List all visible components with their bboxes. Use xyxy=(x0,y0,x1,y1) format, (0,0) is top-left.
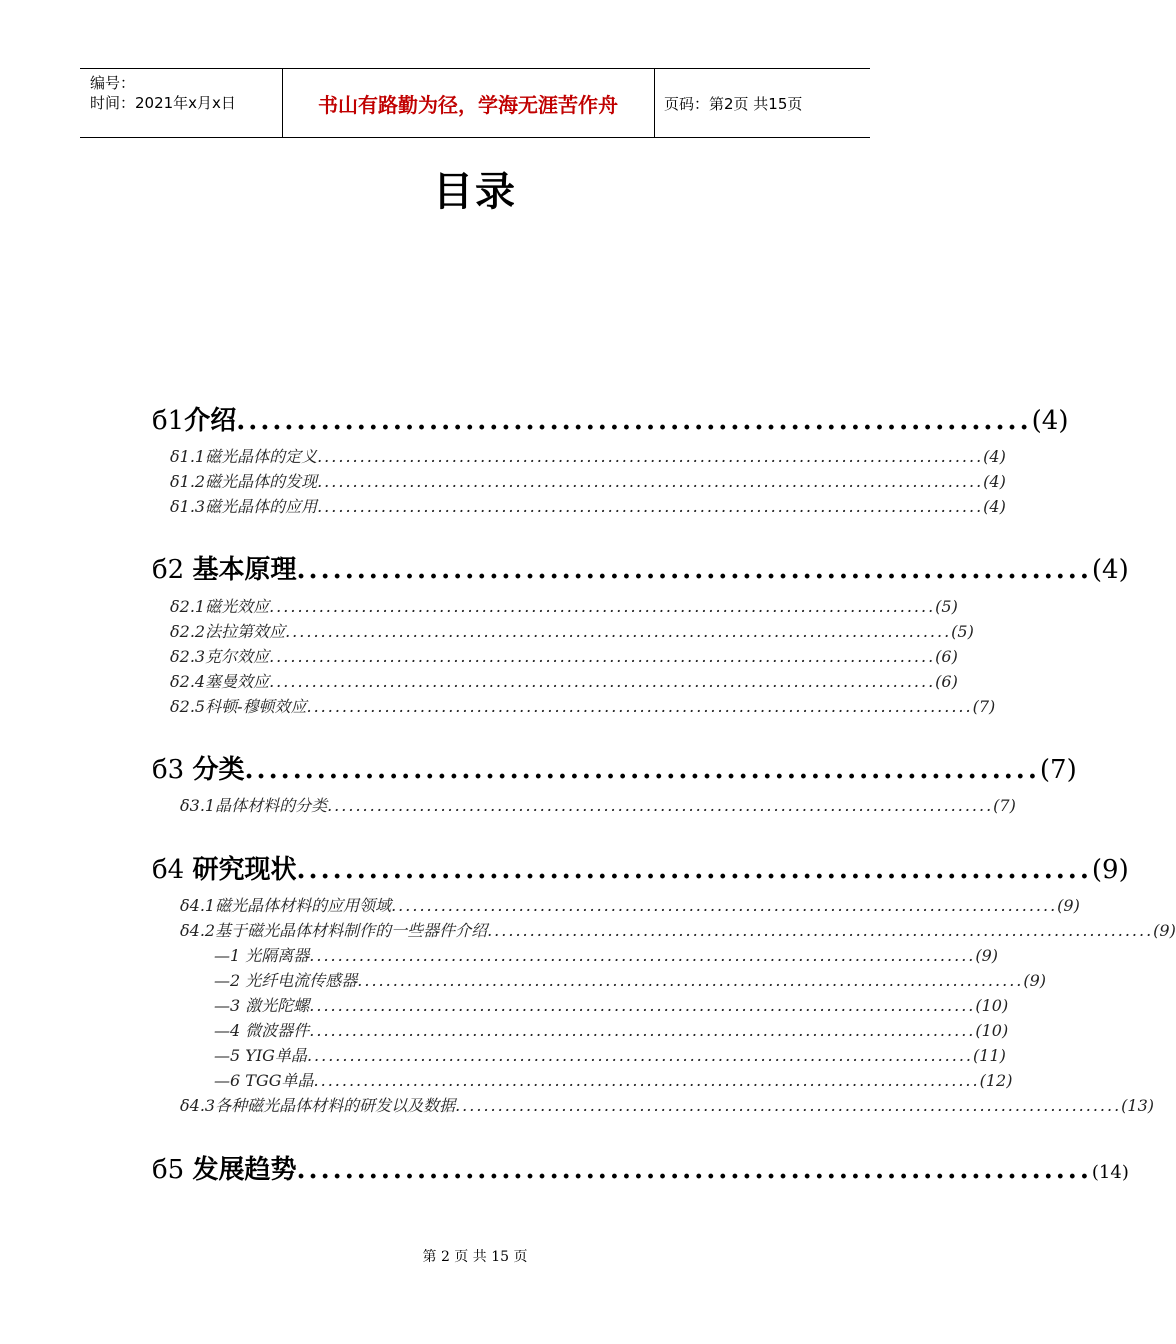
toc-section-title: 研究现状 xyxy=(192,855,297,885)
toc-page-number: (4) xyxy=(1091,555,1129,585)
toc-section-1[interactable] xyxy=(152,404,1069,438)
header-meta xyxy=(90,73,236,113)
toc-section-prefix: б1 xyxy=(152,406,185,436)
toc-page-number: (4) xyxy=(983,472,1006,491)
toc-section-3[interactable] xyxy=(152,753,1077,787)
toc-leader: .............................................................................................. xyxy=(487,921,1154,940)
toc-entry-2-1[interactable] xyxy=(170,596,958,618)
toc-entry-4-2-3[interactable] xyxy=(214,995,1009,1017)
header-page-info: 页码：第2页 共15页 xyxy=(664,94,803,113)
toc-section-prefix: б3 xyxy=(152,755,193,785)
toc-page-number: (4) xyxy=(983,447,1006,466)
toc-section-title: 发展趋势 xyxy=(192,1155,297,1185)
toc-leader: .............................................................................................. xyxy=(309,996,976,1015)
toc-entry-1-1[interactable] xyxy=(170,446,1006,468)
toc-leader: .............................................................................................. xyxy=(269,597,936,616)
toc-leader: .................................................................. xyxy=(296,1155,1092,1185)
toc-leader: .................................................................. xyxy=(296,855,1092,885)
toc-leader: .............................................................................................. xyxy=(317,472,984,491)
toc-entry-title: δ1.2磁光晶体的发现 xyxy=(170,472,318,491)
page-title: 目录 xyxy=(433,169,517,215)
toc-section-prefix: б2 xyxy=(152,555,193,585)
toc-page-number: (12) xyxy=(979,1071,1013,1090)
toc-section-4[interactable] xyxy=(152,853,1129,887)
toc-page-number: (7) xyxy=(993,796,1016,815)
toc-entry-4-2-2[interactable] xyxy=(214,970,1047,992)
toc-page-number: (10) xyxy=(975,996,1009,1015)
toc-leader: .............................................................................................. xyxy=(309,946,976,965)
toc-leader: .............................................................................................. xyxy=(269,672,936,691)
number-label: 编号： xyxy=(90,74,136,92)
toc-entry-title: —3 激光陀螺 xyxy=(214,996,310,1015)
toc-leader: .............................................................................................. xyxy=(306,1046,974,1065)
toc-page-number: (5) xyxy=(951,622,974,641)
toc-leader: .............................................................................................. xyxy=(313,1071,980,1090)
toc-leader: .............................................................................................. xyxy=(357,971,1024,990)
toc-entry-title: δ1.3磁光晶体的应用 xyxy=(170,497,318,516)
toc-entry-title: δ4.2基于磁光晶体材料制作的一些器件介绍 xyxy=(180,921,488,940)
toc-page-number: (6) xyxy=(935,647,958,666)
toc-leader: .................................................................. xyxy=(244,755,1040,785)
toc-entry-title: δ2.5科顿-穆顿效应 xyxy=(170,697,307,716)
toc-leader: .............................................................................................. xyxy=(309,1021,976,1040)
toc-entry-4-2[interactable] xyxy=(180,920,1176,942)
toc-entry-2-3[interactable] xyxy=(170,646,958,668)
toc-entry-title: —4 微波器件 xyxy=(214,1021,310,1040)
toc-entry-4-2-1[interactable] xyxy=(214,945,999,967)
toc-section-2[interactable] xyxy=(152,553,1129,587)
toc-page-number: (13) xyxy=(1121,1096,1155,1115)
toc-section-title: 分类 xyxy=(192,755,245,785)
toc-entry-1-3[interactable] xyxy=(170,496,1006,518)
toc-page-number: (9) xyxy=(1057,896,1080,915)
toc-entry-title: δ4.1磁光晶体材料的应用领域 xyxy=(180,896,392,915)
toc-leader: .............................................................................................. xyxy=(269,647,936,666)
toc-page-number: (4) xyxy=(1031,406,1069,436)
toc-page-number: (9) xyxy=(1023,971,1047,990)
header-divider xyxy=(654,69,655,137)
toc-entry-2-4[interactable] xyxy=(170,671,958,693)
toc-section-title: 介绍 xyxy=(184,406,237,436)
toc-entry-title: δ3.1晶体材料的分类 xyxy=(180,796,328,815)
toc-page-number: (7) xyxy=(1039,755,1077,785)
toc-leader: .............................................................................................. xyxy=(391,896,1058,915)
toc-entry-4-3[interactable] xyxy=(180,1095,1155,1117)
toc-leader: .................................................................. xyxy=(296,555,1092,585)
toc-page-number: (7) xyxy=(972,697,996,716)
toc-section-prefix: б4 xyxy=(152,855,193,885)
toc-entry-title: δ2.3克尔效应 xyxy=(170,647,270,666)
toc-section-prefix: б5 xyxy=(152,1155,193,1185)
toc-entry-title: —1 光隔离器 xyxy=(214,946,310,965)
toc-entry-2-5[interactable] xyxy=(170,696,996,718)
toc-page-number: (9) xyxy=(975,946,999,965)
toc-entry-3-1[interactable] xyxy=(180,795,1016,817)
toc-section-5[interactable] xyxy=(152,1153,1129,1187)
toc-leader: .............................................................................................. xyxy=(455,1096,1122,1115)
toc-page-number: (6) xyxy=(935,672,958,691)
toc-entry-title: —5 YIG单晶 xyxy=(214,1046,307,1065)
toc-leader: .............................................................................................. xyxy=(285,622,952,641)
toc-page-number: (11) xyxy=(973,1046,1006,1065)
toc-entry-4-1[interactable] xyxy=(180,895,1080,917)
page-header xyxy=(80,68,870,138)
time-label: 时间：2021年x月x日 xyxy=(90,94,236,112)
toc-leader: .............................................................................................. xyxy=(317,447,984,466)
toc-entry-2-2[interactable] xyxy=(170,621,974,643)
toc-entry-4-2-6[interactable] xyxy=(214,1070,1013,1092)
toc-entry-title: δ2.4塞曼效应 xyxy=(170,672,270,691)
toc-page-number: (9) xyxy=(1153,921,1176,940)
toc-entry-title: δ2.2法拉第效应 xyxy=(170,622,286,641)
toc-entry-4-2-5[interactable] xyxy=(214,1045,1006,1067)
toc-entry-title: δ2.1磁光效应 xyxy=(170,597,270,616)
toc-page-number: (14) xyxy=(1091,1162,1129,1183)
toc-leader: .............................................................................................. xyxy=(327,796,994,815)
toc-entry-title: δ1.1磁光晶体的定义 xyxy=(170,447,318,466)
toc-entry-title: δ4.3各种磁光晶体材料的研发以及数据 xyxy=(180,1096,456,1115)
page-footer: 第 2 页 共 15 页 xyxy=(422,1249,528,1265)
toc-entry-1-2[interactable] xyxy=(170,471,1006,493)
toc-leader: .................................................................. xyxy=(236,406,1032,436)
toc-entry-title: —6 TGG单晶 xyxy=(214,1071,314,1090)
toc-section-title: 基本原理 xyxy=(192,555,297,585)
toc-page-number: (4) xyxy=(983,497,1006,516)
toc-entry-4-2-4[interactable] xyxy=(214,1020,1009,1042)
toc-page-number: (10) xyxy=(975,1021,1009,1040)
toc-page-number: (5) xyxy=(935,597,958,616)
toc-entry-title: —2 光纤电流传感器 xyxy=(214,971,358,990)
header-motto: 书山有路勤为径，学海无涯苦作舟 xyxy=(318,92,618,117)
toc-leader: .............................................................................................. xyxy=(317,497,984,516)
toc-page-number: (9) xyxy=(1091,855,1129,885)
toc-leader: .............................................................................................. xyxy=(306,697,973,716)
